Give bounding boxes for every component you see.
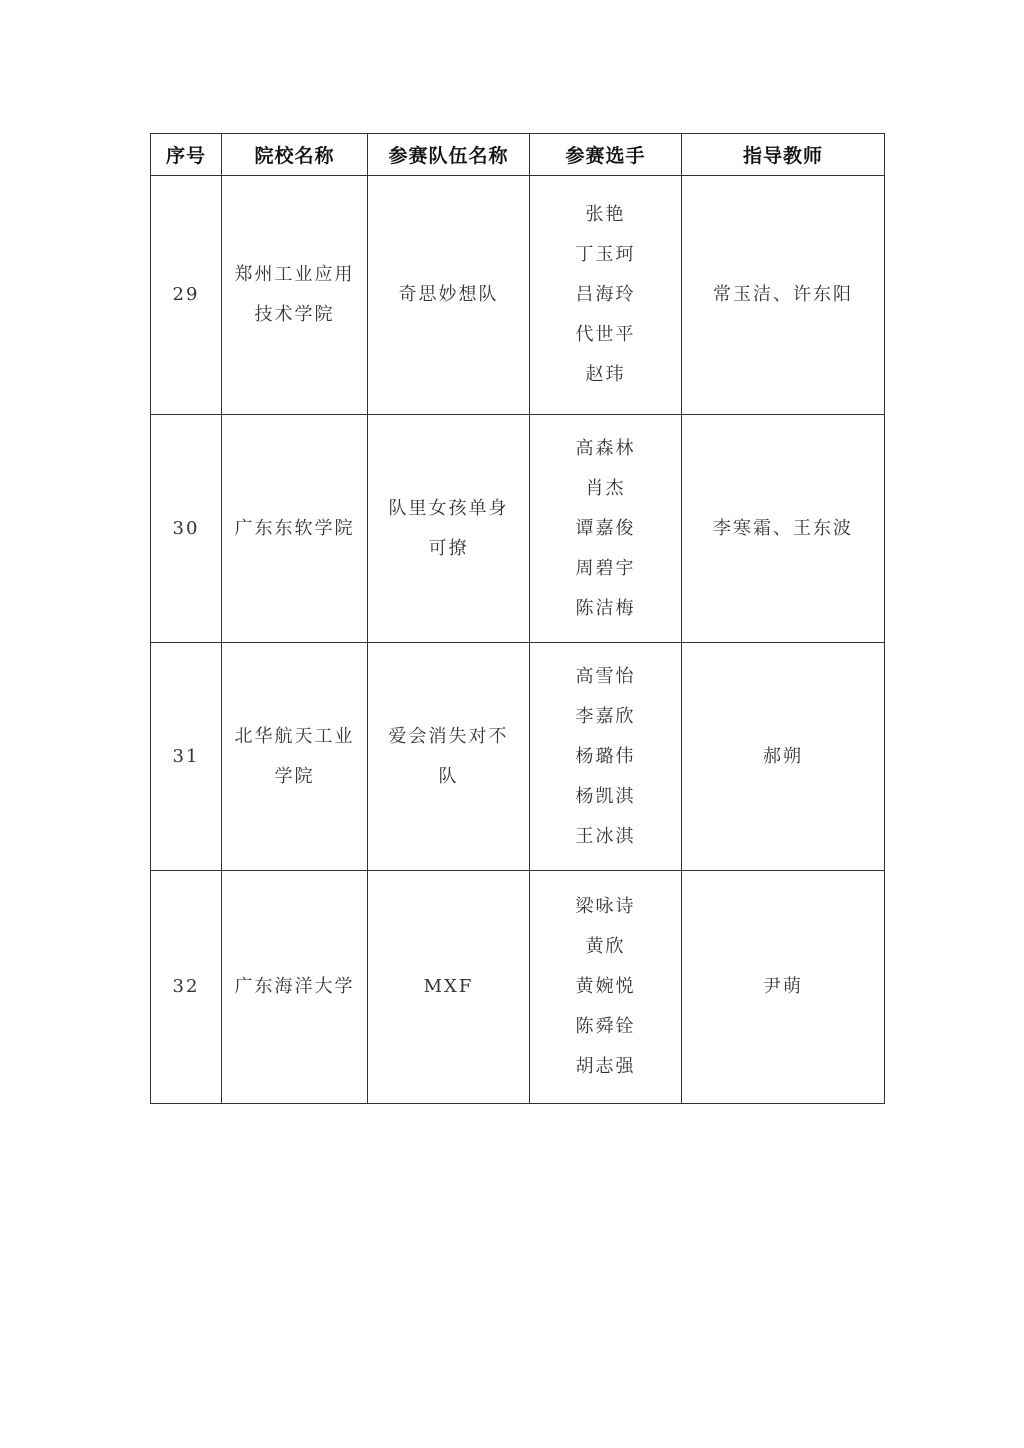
school-cell [222,871,368,1104]
advisors-cell: 常玉洁、许东阳 [682,176,885,415]
header-index: 序号 [151,134,222,176]
header-team: 参赛队伍名称 [368,134,530,176]
header-advisors: 指导教师 [682,134,885,176]
member-name: 高雪怡 [575,665,636,687]
member-name: 李嘉欣 [575,705,636,727]
header-members: 参赛选手 [530,134,682,176]
school-name: 广东海洋大学 [234,976,355,997]
members-cell [530,643,682,871]
team-cell [368,415,530,643]
school-name: 广东东软学院 [234,517,355,539]
row-number: 31 [151,643,222,871]
advisors-cell: 郝朔 [682,643,885,871]
team-cell [368,176,530,415]
advisors-cell: 尹萌 [682,871,885,1104]
member-name: 陈舜铨 [575,1016,636,1037]
school-cell [222,176,368,415]
member-name: 王冰淇 [575,825,636,847]
table-row [151,643,885,871]
row-number: 29 [151,176,222,415]
team-cell [368,871,530,1104]
member-name: 张艳 [585,204,626,225]
team-name: 爱会消失对不队 [388,725,509,787]
member-name: 吕海玲 [575,284,636,305]
advisors-cell: 李寒霜、王东波 [682,415,885,643]
row-number: 30 [151,415,222,643]
members-cell [530,415,682,643]
school-name: 北华航天工业学院 [234,725,355,787]
member-name: 周碧宇 [575,557,636,579]
member-name: 胡志强 [575,1056,636,1077]
team-cell [368,643,530,871]
team-name: 奇思妙想队 [398,284,499,305]
team-name: 队里女孩单身可撩 [388,497,509,559]
member-name: 代世平 [575,324,636,345]
member-name: 谭嘉俊 [575,517,636,539]
school-name: 郑州工业应用技术学院 [234,264,355,325]
member-name: 杨凯淇 [575,785,636,807]
row-number: 32 [151,871,222,1104]
table-row [151,176,885,415]
member-name: 杨璐伟 [575,745,636,767]
member-name: 赵玮 [585,364,626,385]
member-name: 肖杰 [585,477,626,499]
team-name: MXF [423,976,474,997]
member-name: 黄婉悦 [575,976,636,997]
school-cell [222,415,368,643]
table-header-row [151,134,885,176]
table-row [151,871,885,1104]
members-cell [530,871,682,1104]
member-name: 黄欣 [585,936,626,957]
table-row [151,415,885,643]
participant-table [150,133,885,1104]
member-name: 陈洁梅 [575,597,636,619]
header-school: 院校名称 [222,134,368,176]
member-name: 丁玉珂 [575,244,636,265]
members-cell [530,176,682,415]
member-name: 梁咏诗 [575,896,636,917]
school-cell [222,643,368,871]
member-name: 高森林 [575,437,636,459]
